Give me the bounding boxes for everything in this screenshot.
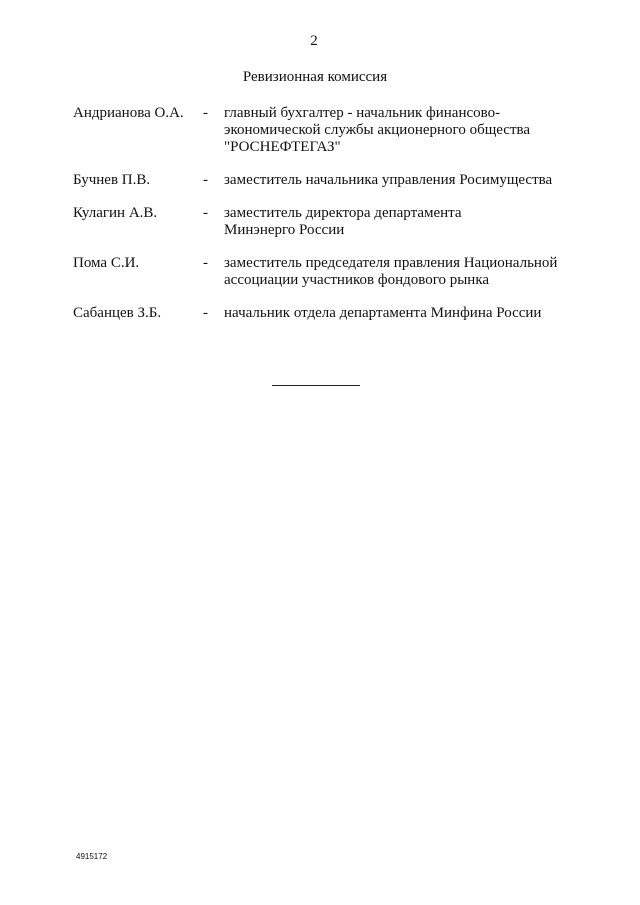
- member-dash: -: [203, 105, 208, 121]
- member-name: Андрианова О.А.: [73, 105, 184, 121]
- member-name: Пома С.И.: [73, 255, 140, 271]
- member-role: заместитель директора департамента Минэнерго России: [224, 205, 462, 238]
- section-title: Ревизионная комиссия: [242, 69, 388, 85]
- member-dash: -: [203, 255, 208, 271]
- document-code: 4915172: [76, 852, 108, 861]
- member-dash: -: [203, 205, 208, 221]
- member-row: [73, 255, 593, 289]
- member-role: заместитель начальника управления Росимущества: [224, 172, 553, 188]
- member-dash: -: [203, 305, 208, 321]
- member-row: [73, 205, 593, 239]
- member-name: Бучнев П.В.: [73, 172, 151, 188]
- member-role: заместитель председателя правления Национальной ассоциации участников фондового рынка: [224, 255, 558, 288]
- member-name: Кулагин А.В.: [73, 205, 158, 221]
- member-row: [73, 105, 593, 156]
- member-row: [73, 305, 593, 322]
- member-role: начальник отдела департамента Минфина России: [224, 305, 542, 321]
- page-number: 2: [310, 33, 318, 49]
- end-separator-line: [272, 385, 360, 386]
- member-row: [73, 172, 593, 189]
- member-name: Сабанцев З.Б.: [73, 305, 162, 321]
- members-list: [73, 105, 593, 322]
- member-role: главный бухгалтер - начальник финансово- экономической службы акционерного общества "РОСНЕФТЕГАЗ": [224, 105, 531, 155]
- member-dash: -: [203, 172, 208, 188]
